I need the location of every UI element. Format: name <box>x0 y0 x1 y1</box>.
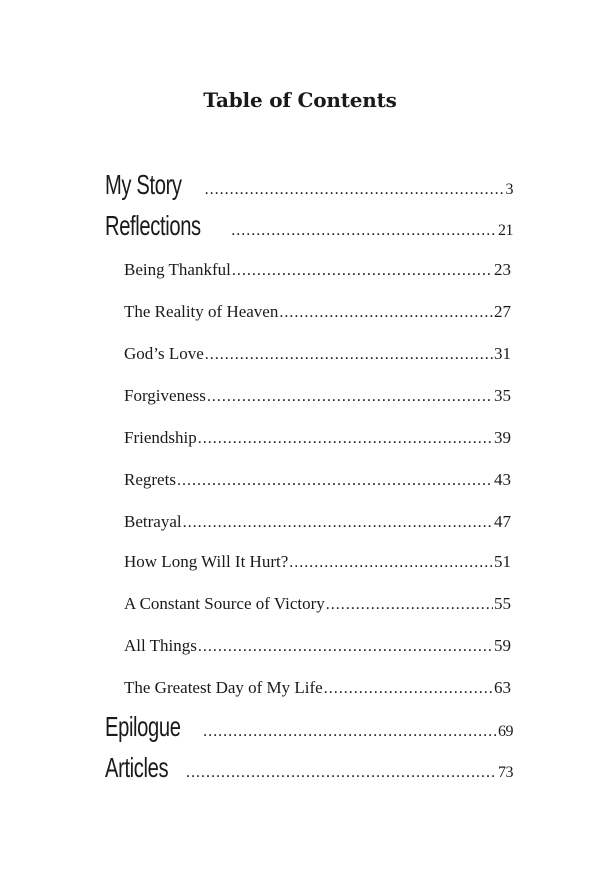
toc-entry-friendship[interactable] <box>124 426 511 451</box>
toc-entry-title: Friendship <box>124 428 197 447</box>
toc-entry-articles[interactable] <box>105 751 513 790</box>
toc-entry-title: Being Thankful <box>124 260 231 279</box>
toc-entry-forgiveness[interactable] <box>124 384 511 409</box>
toc-entry-title: Reflections <box>105 210 201 241</box>
toc-entry-gods-love[interactable] <box>124 342 511 367</box>
toc-page-number: 59 <box>494 636 511 655</box>
toc-dot-leader <box>279 301 493 325</box>
toc-dot-leader <box>186 756 497 790</box>
toc-dot-leader <box>232 259 493 283</box>
page-title: Table of Contents <box>203 88 397 112</box>
toc-entry-betrayal[interactable] <box>124 510 511 535</box>
toc-entry-greatest-day-of-my-life[interactable] <box>124 676 511 701</box>
toc-entry-title: The Greatest Day of My Life <box>124 678 323 697</box>
toc-entry-title: Articles <box>105 752 169 783</box>
toc-entry-how-long-will-it-hurt[interactable] <box>124 550 511 575</box>
toc-dot-leader <box>324 677 493 701</box>
toc-entry-title: Epilogue <box>105 711 181 742</box>
toc-entry-my-story[interactable] <box>105 168 513 207</box>
toc-entry-title: All Things <box>124 636 197 655</box>
toc-dot-leader <box>177 469 493 493</box>
toc-dot-leader <box>207 385 493 409</box>
toc-page-number: 35 <box>494 386 511 405</box>
toc-entry-title: God’s Love <box>124 344 204 363</box>
toc-page-number: 47 <box>494 512 511 531</box>
toc-page-number: 31 <box>494 344 511 363</box>
toc-page-number: 69 <box>498 723 513 740</box>
toc-entry-reflections[interactable] <box>105 209 513 248</box>
toc-entry-title: My Story <box>105 169 182 200</box>
toc-page-number: 39 <box>494 428 511 447</box>
toc-page-number: 73 <box>498 764 513 781</box>
toc-dot-leader <box>198 635 493 659</box>
toc-entry-title: Forgiveness <box>124 386 206 405</box>
toc-dot-leader <box>205 343 493 367</box>
toc-dot-leader <box>289 551 493 575</box>
toc-dot-leader <box>198 427 493 451</box>
toc-page-number: 21 <box>498 222 513 239</box>
toc-page-number: 43 <box>494 470 511 489</box>
toc-entry-title: The Reality of Heaven <box>124 302 279 321</box>
toc-entry-title: How Long Will It Hurt? <box>124 552 289 571</box>
toc-entry-reality-of-heaven[interactable] <box>124 300 511 325</box>
toc-page-number: 63 <box>494 678 511 697</box>
toc-dot-leader <box>203 715 497 749</box>
toc-page-number: 23 <box>494 260 511 279</box>
toc-page-number: 3 <box>505 181 513 198</box>
toc-dot-leader <box>205 173 505 207</box>
toc-dot-leader <box>326 593 493 617</box>
toc-entry-title: Betrayal <box>124 512 182 531</box>
toc-entry-title: Regrets <box>124 470 176 489</box>
toc-entry-all-things[interactable] <box>124 634 511 659</box>
toc-dot-leader <box>231 214 497 248</box>
toc-entry-constant-source-of-victory[interactable] <box>124 592 511 617</box>
toc-page-number: 27 <box>494 302 511 321</box>
toc-entry-regrets[interactable] <box>124 468 511 493</box>
toc-page-number: 55 <box>494 594 511 613</box>
toc-page-number: 51 <box>494 552 511 571</box>
toc-entry-being-thankful[interactable] <box>124 258 511 283</box>
toc-dot-leader <box>183 511 493 535</box>
toc-entry-epilogue[interactable] <box>105 710 513 749</box>
toc-entry-title: A Constant Source of Victory <box>124 594 325 613</box>
